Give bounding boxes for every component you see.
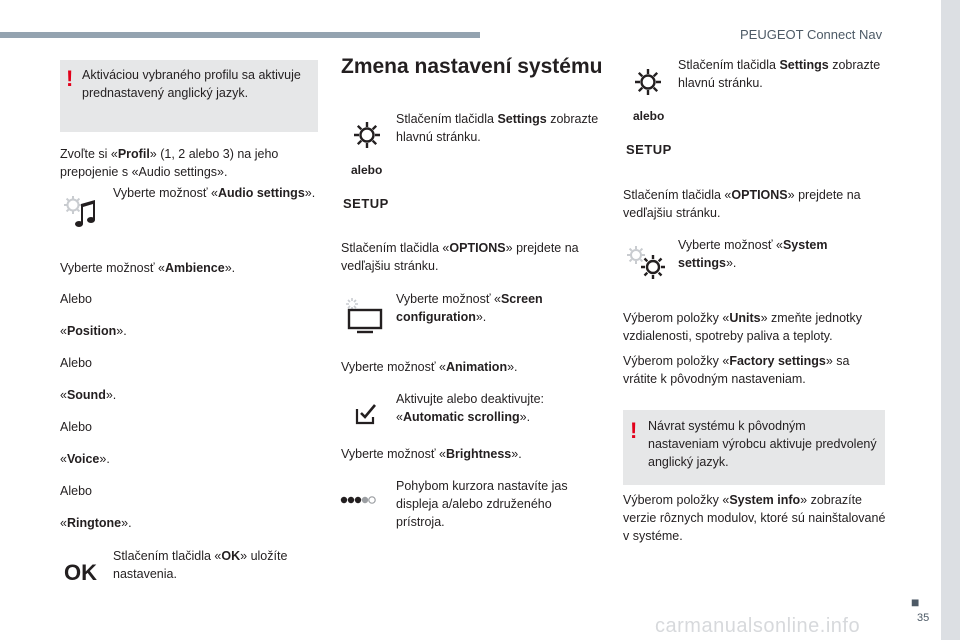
profile-paragraph: Zvoľte si «Profil» (1, 2 alebo 3) na jeho prepojenie s «Audio settings». <box>60 147 279 179</box>
factory-settings-paragraph: Výberom položky «Factory settings» sa vrátite k pôvodným nastaveniam. <box>623 354 850 386</box>
setup-button-icon: SETUP <box>343 196 389 211</box>
audio-settings-paragraph: Vyberte možnosť «Audio settings». <box>113 186 316 200</box>
brightness-paragraph: Vyberte možnosť «Brightness». <box>341 447 522 461</box>
checkbox-icon <box>355 403 379 425</box>
or-label: Alebo <box>60 420 92 434</box>
cursor-paragraph: Pohybom kurzora nastavíte jas displeja a/alebo združeného prístroja. <box>396 479 568 529</box>
ringtone-option: «Ringtone». <box>60 516 132 530</box>
section-heading: Zmena nastavení systému <box>341 55 603 78</box>
system-info-paragraph: Výberom položky «System info» zobrazíte verzie rôznych modulov, ktoré sú nainštalované v systéme. <box>623 493 886 543</box>
ok-icon: OK <box>64 560 97 585</box>
warning-icon: ! <box>66 66 74 91</box>
header-title: PEUGEOT Connect Nav <box>740 27 883 42</box>
settings-gear-icon <box>633 67 663 97</box>
system-settings-icon <box>625 244 669 282</box>
screen-configuration-icon <box>343 296 385 334</box>
settings-paragraph: Stlačením tlačidla Settings zobrazte hlavnú stránku. <box>678 58 881 90</box>
page-number: 35 <box>917 612 930 624</box>
or-label: alebo <box>633 109 665 123</box>
warning-note-text: Návrat systému k pôvodným nastaveniam výrobcu aktivuje predvolený anglický jazyk. <box>648 419 877 469</box>
or-label: alebo <box>351 163 383 177</box>
animation-paragraph: Vyberte možnosť «Animation». <box>341 360 518 374</box>
warning-icon: ! <box>630 418 638 443</box>
page-side-strip <box>941 0 960 640</box>
sound-option: «Sound». <box>60 388 117 402</box>
warning-note-text: Aktiváciou vybraného profilu sa aktivuje prednastavený anglický jazyk. <box>82 68 301 100</box>
ok-paragraph: Stlačením tlačidla «OK» uložíte nastavenia. <box>113 549 288 581</box>
page-marker: ■ <box>911 594 920 610</box>
ambience-paragraph: Vyberte možnosť «Ambience». <box>60 261 236 275</box>
screen-config-paragraph: Vyberte možnosť «Screen configuration». <box>396 292 543 324</box>
position-option: «Position». <box>60 324 127 338</box>
system-settings-paragraph: Vyberte možnosť «System settings». <box>678 238 828 270</box>
settings-paragraph: Stlačením tlačidla Settings zobrazte hlavnú stránku. <box>396 112 599 144</box>
options-paragraph: Stlačením tlačidla «OPTIONS» prejdete na vedľajšiu stránku. <box>341 241 579 273</box>
or-label: Alebo <box>60 356 92 370</box>
auto-scroll-paragraph: Aktivujte alebo deaktivujte: «Automatic scrolling». <box>396 392 545 424</box>
header-rule <box>0 32 480 38</box>
options-paragraph: Stlačením tlačidla «OPTIONS» prejdete na vedľajšiu stránku. <box>623 188 861 220</box>
or-label: Alebo <box>60 484 92 498</box>
or-label: Alebo <box>60 292 92 306</box>
settings-gear-icon <box>352 120 382 150</box>
voice-option: «Voice». <box>60 452 110 466</box>
setup-button-icon: SETUP <box>626 142 672 157</box>
units-paragraph: Výberom položky «Units» zmeňte jednotky vzdialenosti, spotreby paliva a teploty. <box>623 311 863 343</box>
audio-settings-icon <box>62 194 102 230</box>
brightness-slider-icon <box>340 494 380 506</box>
watermark: carmanualsonline.info <box>655 615 861 637</box>
